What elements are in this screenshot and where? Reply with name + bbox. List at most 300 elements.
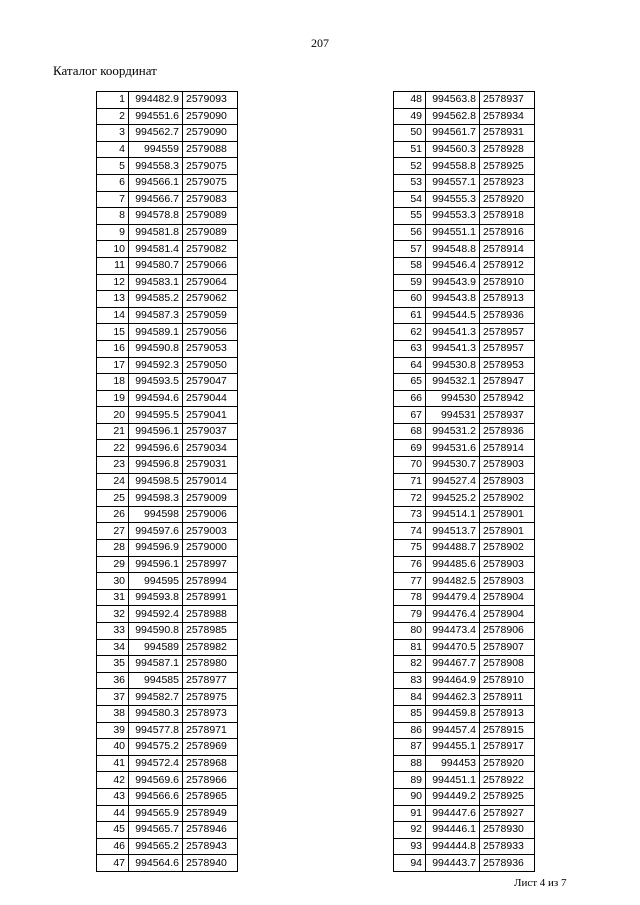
table-row — [97, 772, 238, 789]
table-row — [394, 141, 535, 158]
table-row — [394, 457, 535, 474]
table-row — [97, 92, 238, 109]
x-coordinate-cell: 994557.1 — [426, 174, 480, 191]
y-coordinate-cell: 2578957 — [480, 324, 535, 341]
table-row — [97, 573, 238, 590]
table-row — [394, 689, 535, 706]
y-coordinate-cell: 2579062 — [183, 291, 238, 308]
table-row — [394, 241, 535, 258]
x-coordinate-cell: 994551.6 — [129, 108, 183, 125]
table-row — [394, 224, 535, 241]
point-number-cell: 45 — [97, 822, 129, 839]
point-number-cell: 1 — [97, 92, 129, 109]
x-coordinate-cell: 994583.1 — [129, 274, 183, 291]
point-number-cell: 61 — [394, 307, 426, 324]
y-coordinate-cell: 2579003 — [183, 523, 238, 540]
y-coordinate-cell: 2578985 — [183, 623, 238, 640]
point-number-cell: 79 — [394, 606, 426, 623]
y-coordinate-cell: 2578947 — [480, 374, 535, 391]
y-coordinate-cell: 2578937 — [480, 407, 535, 424]
x-coordinate-cell: 994575.2 — [129, 739, 183, 756]
point-number-cell: 82 — [394, 656, 426, 673]
x-coordinate-cell: 994447.6 — [426, 805, 480, 822]
y-coordinate-cell: 2579088 — [183, 141, 238, 158]
y-coordinate-cell: 2578982 — [183, 639, 238, 656]
table-row — [97, 125, 238, 142]
y-coordinate-cell: 2578988 — [183, 606, 238, 623]
point-number-cell: 23 — [97, 457, 129, 474]
x-coordinate-cell: 994530.7 — [426, 457, 480, 474]
y-coordinate-cell: 2579066 — [183, 257, 238, 274]
y-coordinate-cell: 2578965 — [183, 788, 238, 805]
table-row — [394, 623, 535, 640]
y-coordinate-cell: 2578904 — [480, 606, 535, 623]
y-coordinate-cell: 2578902 — [480, 540, 535, 557]
y-coordinate-cell: 2578906 — [480, 623, 535, 640]
coordinates-table-left — [96, 91, 238, 872]
point-number-cell: 5 — [97, 158, 129, 175]
y-coordinate-cell: 2579047 — [183, 374, 238, 391]
x-coordinate-cell: 994581.4 — [129, 241, 183, 258]
y-coordinate-cell: 2579053 — [183, 340, 238, 357]
table-row — [97, 241, 238, 258]
y-coordinate-cell: 2579082 — [183, 241, 238, 258]
point-number-cell: 3 — [97, 125, 129, 142]
y-coordinate-cell: 2578966 — [183, 772, 238, 789]
y-coordinate-cell: 2578907 — [480, 639, 535, 656]
table-row — [97, 705, 238, 722]
y-coordinate-cell: 2578933 — [480, 838, 535, 855]
table-row — [394, 407, 535, 424]
point-number-cell: 55 — [394, 208, 426, 225]
point-number-cell: 49 — [394, 108, 426, 125]
x-coordinate-cell: 994531 — [426, 407, 480, 424]
point-number-cell: 91 — [394, 805, 426, 822]
table-row — [394, 573, 535, 590]
table-row — [394, 540, 535, 557]
y-coordinate-cell: 2578901 — [480, 523, 535, 540]
table-row — [97, 838, 238, 855]
point-number-cell: 19 — [97, 390, 129, 407]
point-number-cell: 53 — [394, 174, 426, 191]
table-row — [97, 656, 238, 673]
x-coordinate-cell: 994548.8 — [426, 241, 480, 258]
point-number-cell: 60 — [394, 291, 426, 308]
x-coordinate-cell: 994449.2 — [426, 788, 480, 805]
table-row — [97, 855, 238, 872]
table-row — [97, 340, 238, 357]
x-coordinate-cell: 994587.3 — [129, 307, 183, 324]
x-coordinate-cell: 994592.3 — [129, 357, 183, 374]
table-row — [394, 423, 535, 440]
x-coordinate-cell: 994532.1 — [426, 374, 480, 391]
y-coordinate-cell: 2578957 — [480, 340, 535, 357]
x-coordinate-cell: 994482.9 — [129, 92, 183, 109]
y-coordinate-cell: 2578914 — [480, 241, 535, 258]
point-number-cell: 9 — [97, 224, 129, 241]
point-number-cell: 21 — [97, 423, 129, 440]
x-coordinate-cell: 994580.7 — [129, 257, 183, 274]
table-row — [97, 689, 238, 706]
table-row — [97, 407, 238, 424]
table-row — [394, 788, 535, 805]
point-number-cell: 76 — [394, 556, 426, 573]
x-coordinate-cell: 994559 — [129, 141, 183, 158]
x-coordinate-cell: 994560.3 — [426, 141, 480, 158]
point-number-cell: 70 — [394, 457, 426, 474]
table-row — [394, 473, 535, 490]
x-coordinate-cell: 994577.8 — [129, 722, 183, 739]
point-number-cell: 31 — [97, 589, 129, 606]
point-number-cell: 69 — [394, 440, 426, 457]
table-row — [97, 191, 238, 208]
table-row — [97, 291, 238, 308]
point-number-cell: 40 — [97, 739, 129, 756]
y-coordinate-cell: 2578946 — [183, 822, 238, 839]
table-row — [97, 208, 238, 225]
x-coordinate-cell: 994541.3 — [426, 340, 480, 357]
y-coordinate-cell: 2578918 — [480, 208, 535, 225]
x-coordinate-cell: 994590.8 — [129, 623, 183, 640]
x-coordinate-cell: 994565.9 — [129, 805, 183, 822]
point-number-cell: 11 — [97, 257, 129, 274]
x-coordinate-cell: 994562.8 — [426, 108, 480, 125]
y-coordinate-cell: 2578925 — [480, 158, 535, 175]
table-row — [97, 639, 238, 656]
x-coordinate-cell: 994530.8 — [426, 357, 480, 374]
x-coordinate-cell: 994488.7 — [426, 540, 480, 557]
y-coordinate-cell: 2578910 — [480, 274, 535, 291]
point-number-cell: 27 — [97, 523, 129, 540]
table-row — [97, 739, 238, 756]
point-number-cell: 64 — [394, 357, 426, 374]
x-coordinate-cell: 994476.4 — [426, 606, 480, 623]
y-coordinate-cell: 2578902 — [480, 490, 535, 507]
x-coordinate-cell: 994543.9 — [426, 274, 480, 291]
y-coordinate-cell: 2578943 — [183, 838, 238, 855]
table-row — [394, 639, 535, 656]
point-number-cell: 89 — [394, 772, 426, 789]
table-row — [394, 324, 535, 341]
x-coordinate-cell: 994596.8 — [129, 457, 183, 474]
x-coordinate-cell: 994566.1 — [129, 174, 183, 191]
y-coordinate-cell: 2578927 — [480, 805, 535, 822]
table-row — [97, 274, 238, 291]
point-number-cell: 50 — [394, 125, 426, 142]
point-number-cell: 13 — [97, 291, 129, 308]
y-coordinate-cell: 2578949 — [183, 805, 238, 822]
point-number-cell: 67 — [394, 407, 426, 424]
y-coordinate-cell: 2578973 — [183, 705, 238, 722]
point-number-cell: 87 — [394, 739, 426, 756]
table-row — [394, 656, 535, 673]
table-row — [97, 224, 238, 241]
y-coordinate-cell: 2579075 — [183, 174, 238, 191]
y-coordinate-cell: 2578913 — [480, 705, 535, 722]
x-coordinate-cell: 994467.7 — [426, 656, 480, 673]
x-coordinate-cell: 994595 — [129, 573, 183, 590]
point-number-cell: 39 — [97, 722, 129, 739]
y-coordinate-cell: 2578977 — [183, 672, 238, 689]
point-number-cell: 58 — [394, 257, 426, 274]
point-number-cell: 81 — [394, 639, 426, 656]
point-number-cell: 41 — [97, 755, 129, 772]
y-coordinate-cell: 2578930 — [480, 822, 535, 839]
x-coordinate-cell: 994596.9 — [129, 540, 183, 557]
y-coordinate-cell: 2578971 — [183, 722, 238, 739]
x-coordinate-cell: 994566.6 — [129, 788, 183, 805]
table-row — [394, 490, 535, 507]
y-coordinate-cell: 2578904 — [480, 589, 535, 606]
point-number-cell: 32 — [97, 606, 129, 623]
table-row — [394, 672, 535, 689]
y-coordinate-cell: 2578917 — [480, 739, 535, 756]
y-coordinate-cell: 2578968 — [183, 755, 238, 772]
x-coordinate-cell: 994555.3 — [426, 191, 480, 208]
y-coordinate-cell: 2579064 — [183, 274, 238, 291]
table-row — [394, 92, 535, 109]
y-coordinate-cell: 2578925 — [480, 788, 535, 805]
x-coordinate-cell: 994543.8 — [426, 291, 480, 308]
table-row — [97, 440, 238, 457]
x-coordinate-cell: 994578.8 — [129, 208, 183, 225]
x-coordinate-cell: 994530 — [426, 390, 480, 407]
x-coordinate-cell: 994598 — [129, 506, 183, 523]
point-number-cell: 33 — [97, 623, 129, 640]
y-coordinate-cell: 2578911 — [480, 689, 535, 706]
y-coordinate-cell: 2579059 — [183, 307, 238, 324]
y-coordinate-cell: 2578994 — [183, 573, 238, 590]
y-coordinate-cell: 2578953 — [480, 357, 535, 374]
table-row — [394, 705, 535, 722]
y-coordinate-cell: 2578922 — [480, 772, 535, 789]
table-row — [97, 490, 238, 507]
y-coordinate-cell: 2578936 — [480, 307, 535, 324]
y-coordinate-cell: 2578903 — [480, 473, 535, 490]
table-row — [394, 722, 535, 739]
x-coordinate-cell: 994593.8 — [129, 589, 183, 606]
y-coordinate-cell: 2578991 — [183, 589, 238, 606]
table-row — [394, 374, 535, 391]
y-coordinate-cell: 2578936 — [480, 855, 535, 872]
x-coordinate-cell: 994585 — [129, 672, 183, 689]
x-coordinate-cell: 994558.3 — [129, 158, 183, 175]
point-number-cell: 48 — [394, 92, 426, 109]
x-coordinate-cell: 994569.6 — [129, 772, 183, 789]
x-coordinate-cell: 994590.8 — [129, 340, 183, 357]
x-coordinate-cell: 994444.8 — [426, 838, 480, 855]
y-coordinate-cell: 2578903 — [480, 573, 535, 590]
y-coordinate-cell: 2579009 — [183, 490, 238, 507]
point-number-cell: 46 — [97, 838, 129, 855]
x-coordinate-cell: 994541.3 — [426, 324, 480, 341]
table-row — [97, 606, 238, 623]
x-coordinate-cell: 994482.5 — [426, 573, 480, 590]
table-row — [97, 324, 238, 341]
table-row — [394, 390, 535, 407]
x-coordinate-cell: 994479.4 — [426, 589, 480, 606]
point-number-cell: 20 — [97, 407, 129, 424]
page-title: Каталог координат — [53, 63, 157, 78]
point-number-cell: 7 — [97, 191, 129, 208]
y-coordinate-cell: 2579089 — [183, 224, 238, 241]
table-row — [97, 457, 238, 474]
sheet-label: Лист 4 из 7 — [514, 877, 567, 889]
x-coordinate-cell: 994581.8 — [129, 224, 183, 241]
point-number-cell: 51 — [394, 141, 426, 158]
y-coordinate-cell: 2579034 — [183, 440, 238, 457]
y-coordinate-cell: 2578928 — [480, 141, 535, 158]
x-coordinate-cell: 994596.6 — [129, 440, 183, 457]
x-coordinate-cell: 994597.6 — [129, 523, 183, 540]
table-row — [97, 805, 238, 822]
point-number-cell: 93 — [394, 838, 426, 855]
table-row — [97, 307, 238, 324]
x-coordinate-cell: 994592.4 — [129, 606, 183, 623]
point-number-cell: 15 — [97, 324, 129, 341]
y-coordinate-cell: 2578937 — [480, 92, 535, 109]
point-number-cell: 36 — [97, 672, 129, 689]
table-row — [394, 108, 535, 125]
table-row — [394, 125, 535, 142]
x-coordinate-cell: 994589 — [129, 639, 183, 656]
x-coordinate-cell: 994531.6 — [426, 440, 480, 457]
y-coordinate-cell: 2578920 — [480, 191, 535, 208]
point-number-cell: 72 — [394, 490, 426, 507]
table-row — [97, 788, 238, 805]
y-coordinate-cell: 2579041 — [183, 407, 238, 424]
coordinates-table-right — [393, 91, 535, 872]
table-row — [394, 755, 535, 772]
x-coordinate-cell: 994572.4 — [129, 755, 183, 772]
point-number-cell: 65 — [394, 374, 426, 391]
y-coordinate-cell: 2579031 — [183, 457, 238, 474]
table-row — [97, 623, 238, 640]
point-number-cell: 17 — [97, 357, 129, 374]
x-coordinate-cell: 994595.5 — [129, 407, 183, 424]
x-coordinate-cell: 994563.8 — [426, 92, 480, 109]
point-number-cell: 22 — [97, 440, 129, 457]
point-number-cell: 14 — [97, 307, 129, 324]
table-row — [394, 257, 535, 274]
table-row — [97, 540, 238, 557]
page-number: 207 — [311, 36, 329, 50]
y-coordinate-cell: 2578940 — [183, 855, 238, 872]
point-number-cell: 42 — [97, 772, 129, 789]
y-coordinate-cell: 2579083 — [183, 191, 238, 208]
y-coordinate-cell: 2578903 — [480, 457, 535, 474]
x-coordinate-cell: 994546.4 — [426, 257, 480, 274]
y-coordinate-cell: 2578914 — [480, 440, 535, 457]
y-coordinate-cell: 2578901 — [480, 506, 535, 523]
y-coordinate-cell: 2578912 — [480, 257, 535, 274]
point-number-cell: 18 — [97, 374, 129, 391]
y-coordinate-cell: 2579090 — [183, 108, 238, 125]
point-number-cell: 83 — [394, 672, 426, 689]
table-row — [394, 822, 535, 839]
table-row — [97, 589, 238, 606]
point-number-cell: 47 — [97, 855, 129, 872]
point-number-cell: 75 — [394, 540, 426, 557]
point-number-cell: 56 — [394, 224, 426, 241]
point-number-cell: 66 — [394, 390, 426, 407]
point-number-cell: 38 — [97, 705, 129, 722]
y-coordinate-cell: 2578936 — [480, 423, 535, 440]
y-coordinate-cell: 2578942 — [480, 390, 535, 407]
point-number-cell: 54 — [394, 191, 426, 208]
table-row — [97, 822, 238, 839]
table-row — [394, 158, 535, 175]
x-coordinate-cell: 994580.3 — [129, 705, 183, 722]
point-number-cell: 90 — [394, 788, 426, 805]
table-row — [394, 523, 535, 540]
x-coordinate-cell: 994455.1 — [426, 739, 480, 756]
point-number-cell: 86 — [394, 722, 426, 739]
point-number-cell: 94 — [394, 855, 426, 872]
point-number-cell: 34 — [97, 639, 129, 656]
y-coordinate-cell: 2579093 — [183, 92, 238, 109]
table-row — [394, 556, 535, 573]
point-number-cell: 71 — [394, 473, 426, 490]
x-coordinate-cell: 994598.3 — [129, 490, 183, 507]
point-number-cell: 80 — [394, 623, 426, 640]
x-coordinate-cell: 994582.7 — [129, 689, 183, 706]
table-row — [97, 523, 238, 540]
table-row — [394, 440, 535, 457]
y-coordinate-cell: 2579075 — [183, 158, 238, 175]
x-coordinate-cell: 994562.7 — [129, 125, 183, 142]
x-coordinate-cell: 994565.2 — [129, 838, 183, 855]
y-coordinate-cell: 2579044 — [183, 390, 238, 407]
table-row — [394, 208, 535, 225]
y-coordinate-cell: 2579090 — [183, 125, 238, 142]
table-row — [394, 357, 535, 374]
x-coordinate-cell: 994485.6 — [426, 556, 480, 573]
table-row — [97, 257, 238, 274]
y-coordinate-cell: 2578913 — [480, 291, 535, 308]
y-coordinate-cell: 2578934 — [480, 108, 535, 125]
point-number-cell: 88 — [394, 755, 426, 772]
table-row — [97, 506, 238, 523]
point-number-cell: 85 — [394, 705, 426, 722]
point-number-cell: 12 — [97, 274, 129, 291]
y-coordinate-cell: 2578920 — [480, 755, 535, 772]
table-row — [97, 357, 238, 374]
table-row — [394, 855, 535, 872]
x-coordinate-cell: 994443.7 — [426, 855, 480, 872]
x-coordinate-cell: 994589.1 — [129, 324, 183, 341]
x-coordinate-cell: 994514.1 — [426, 506, 480, 523]
y-coordinate-cell: 2579006 — [183, 506, 238, 523]
point-number-cell: 2 — [97, 108, 129, 125]
x-coordinate-cell: 994594.6 — [129, 390, 183, 407]
table-row — [97, 672, 238, 689]
point-number-cell: 44 — [97, 805, 129, 822]
x-coordinate-cell: 994544.5 — [426, 307, 480, 324]
table-row — [394, 291, 535, 308]
table-row — [394, 506, 535, 523]
table-row — [394, 606, 535, 623]
point-number-cell: 28 — [97, 540, 129, 557]
table-row — [97, 722, 238, 739]
y-coordinate-cell: 2579050 — [183, 357, 238, 374]
y-coordinate-cell: 2578997 — [183, 556, 238, 573]
y-coordinate-cell: 2578980 — [183, 656, 238, 673]
y-coordinate-cell: 2578915 — [480, 722, 535, 739]
table-row — [97, 108, 238, 125]
y-coordinate-cell: 2578916 — [480, 224, 535, 241]
x-coordinate-cell: 994453 — [426, 755, 480, 772]
